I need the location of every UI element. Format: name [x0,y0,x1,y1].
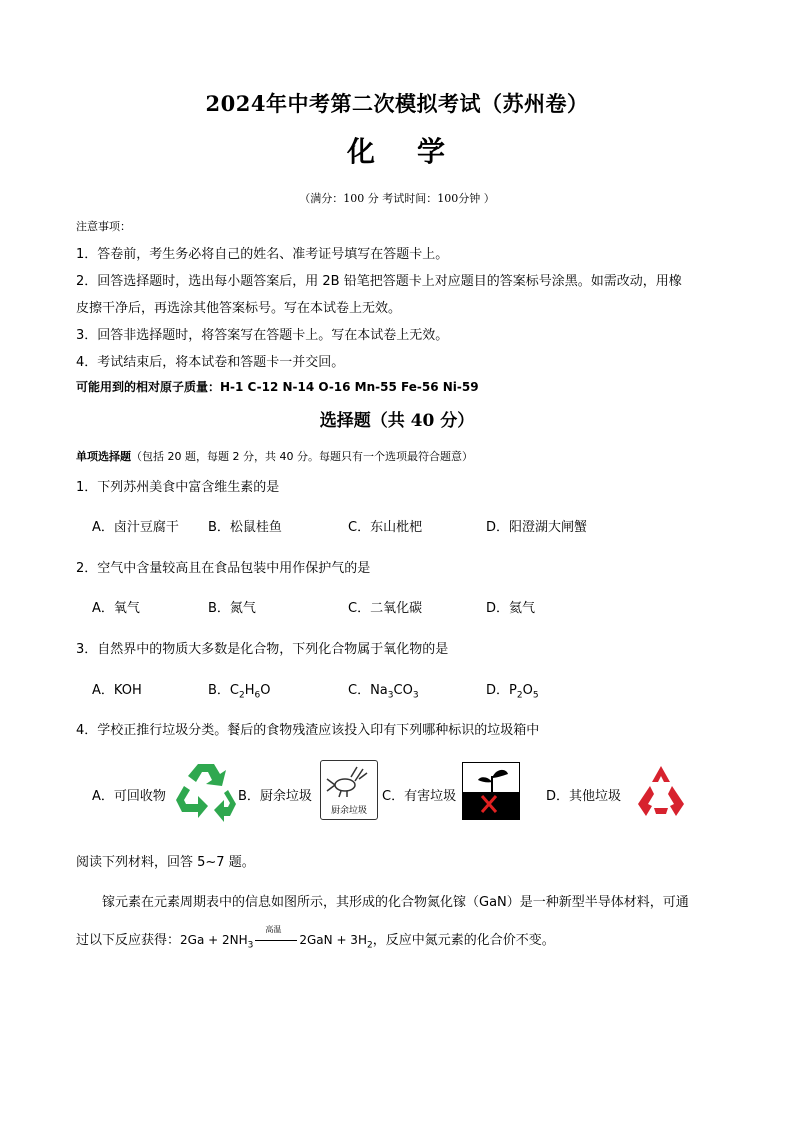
reading-intro: 阅读下列材料，回答 5~7 题。 [76,855,255,870]
notice-item: 3．回答非选择题时，将答案写在答题卡上。写在本试卷上无效。 [76,328,449,343]
kitchen-waste-label: 厨余垃圾 [330,806,367,816]
equation-reactants: $2Ga + 2NH_3$ [180,933,254,951]
reaction-arrow [253,924,299,948]
fish-bone-icon [321,761,377,803]
option-b: B．$C_2H_6O$ [208,683,271,701]
option-a: A．可回收物 [92,789,166,804]
option-a: A．卤汁豆腐干 [92,520,179,535]
question-stem: 1．下列苏州美食中富含维生素的是 [76,480,280,495]
kitchen-waste-icon [320,760,378,820]
notice-item: 4．考试结束后，将本试卷和答题卡一并交回。 [76,355,345,370]
section-title: 选择题（共 40 分） [319,411,475,431]
subject-char-2: 学 [417,135,448,168]
option-d: D．阳澄湖大闸蟹 [486,520,588,535]
hazardous-waste-icon [462,762,520,820]
recycle-icon [174,760,238,822]
option-d: D．其他垃圾 [546,789,622,804]
option-a: A．氧气 [92,601,140,616]
option-c: C．有害垃圾 [382,789,457,804]
reading-paragraph: 镓元素在元素周期表中的信息如图所示，其形成的化合物氮化镓（GaN）是一种新型半导体材料，可通 [102,895,689,910]
question-stem: 3．自然界中的物质大多数是化合物，下列化合物属于氧化物的是 [76,642,449,657]
option-b: B．厨余垃圾 [238,789,312,804]
other-waste-icon [636,764,686,818]
reaction-condition: 高温 [265,924,282,934]
section-instruction [76,448,473,464]
notice-item: 1．答卷前，考生务必将自己的姓名、准考证号填写在答题卡上。 [76,247,449,262]
notice-heading: 注意事项： [76,220,131,233]
exam-meta: （满分：100 分 考试时间：100分钟 ） [299,192,495,205]
option-b: B．氮气 [208,601,256,616]
atomic-mass-line: 可能用到的相对原子质量：H-1 C-12 N-14 O-16 Mn-55 Fe-56 Ni-59 [76,380,479,394]
question-stem: 4．学校正推行垃圾分类。餐后的食物残渣应该投入印有下列哪种标识的垃圾箱中 [76,723,540,738]
option-b: B．松鼠桂鱼 [208,520,282,535]
notice-item: 皮擦干净后，再选涂其他答案标号。写在本试卷上无效。 [76,301,402,316]
equation-products: $2GaN + 3H_2$ [299,933,373,951]
question-stem: 2．空气中含量较高且在食品包装中用作保护气的是 [76,561,371,576]
option-d: D．氦气 [486,601,536,616]
notice-item: 2．回答选择题时，选出每小题答案后，用 2B 铅笔把答题卡上对应题目的答案标号涂黑。如需改动，用橡 [76,274,682,289]
exam-title: 2024年中考第二次模拟考试（苏州卷） [205,91,589,116]
reading-paragraph-line2: 过以下反应获得：$2Ga + 2NH_3$ 高温 $2GaN + 3H_2$，反应中氮元素的化合价不变。 [76,924,555,951]
reaction-line [255,940,297,941]
option-c: C．$Na_3CO_3$ [348,683,419,701]
option-c: C．二氧化碳 [348,601,423,616]
subject-char-1: 化 [346,135,377,168]
subject-title [0,130,794,170]
instruction-label: 单项选择题 [76,450,131,463]
instruction-text: （包括 20 题，每题 2 分，共 40 分。每题只有一个选项最符合题意） [131,450,473,463]
option-d: D．$P_2O_5$ [486,683,539,701]
option-a: A．KOH [92,683,142,698]
option-c: C．东山枇杷 [348,520,423,535]
